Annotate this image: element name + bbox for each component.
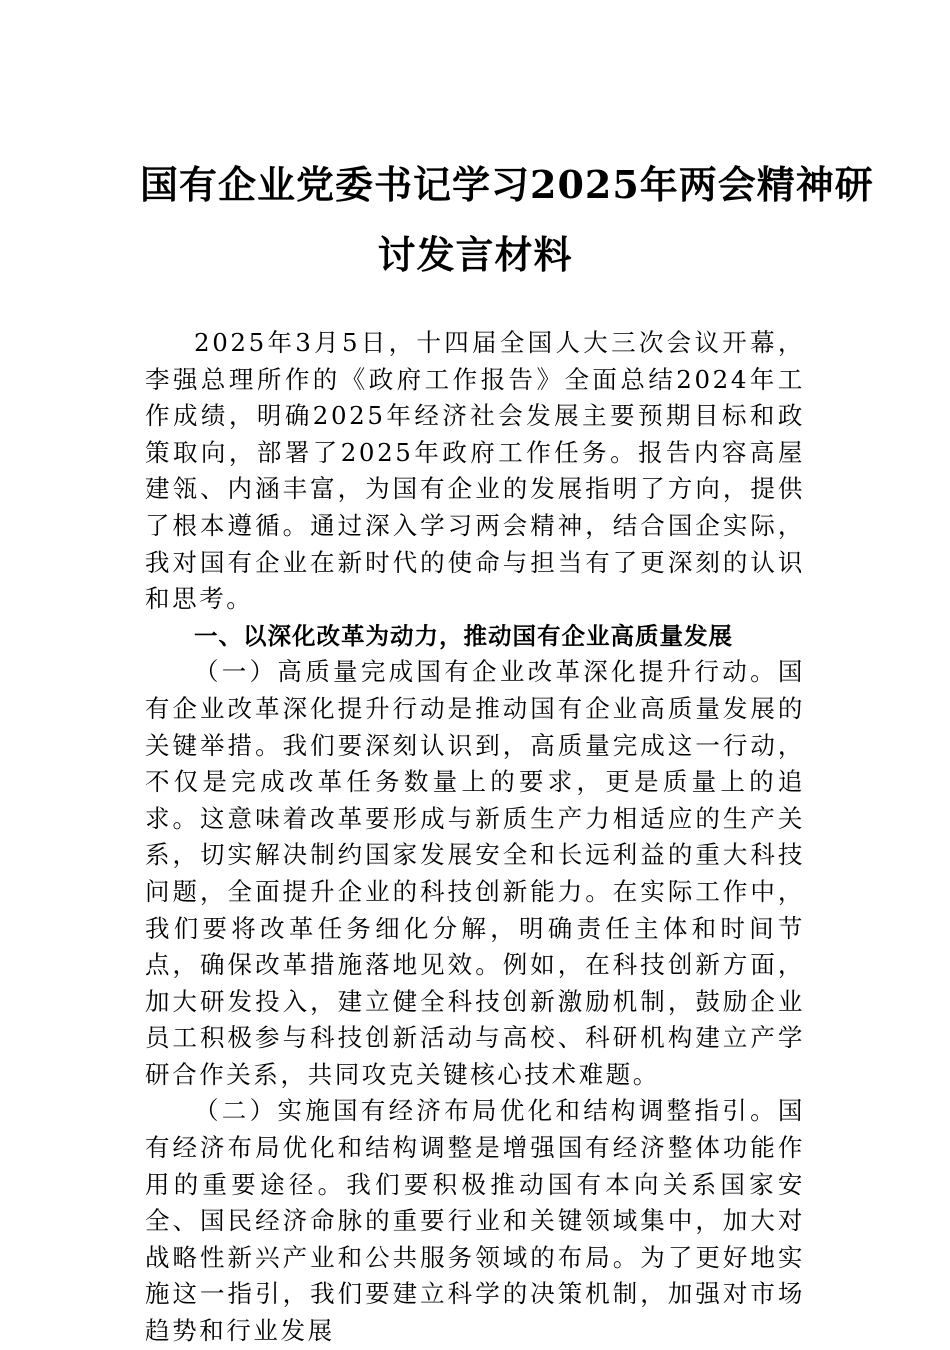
subsection-2-body: 国有经济布局优化和结构调整是增强国有经济整体功能作用的重要途径。我们要积极推动国有本向关系国家安全、国民经济命脉的重要行业和关键领域集中，加大对战略性新兴产业和公共服务领域的布局。为了更好地实施这一指引，我们要建立科学的决策机制，加强对市场趋势和行业发展	[145, 1096, 805, 1346]
subsection-1-body: 国有企业改革深化提升行动是推动国有企业高质量发展的关键举措。我们要深刻认识到，高质量完成这一行动，不仅是完成改革任务数量上的要求，更是质量上的追求。这意味着改革要形成与新质生产力相适应的生产关系，切实解决制约国家发展安全和长远利益的重大科技问题，全面提升企业的科技创新能力。在实际工作中，我们要将改革任务细化分解，明确责任主体和时间节点，确保改革措施落地见效。例如，在科技创新方面，加大研发投入，建立健全科技创新激励机制，鼓励企业员工积极参与科技创新活动与高校、科研机构建立产学研合作关系，共同攻克关键核心技术难题。	[145, 657, 805, 1089]
title-line-1: 国有企业党委书记学习2025年两会精神研	[140, 162, 874, 207]
document-body	[145, 325, 805, 1350]
subsection-2-title: （二）实施国有经济布局优化和结构调整指引。	[194, 1096, 778, 1126]
intro-paragraph: 2025年3月5日，十四届全国人大三次会议开幕，李强总理所作的《政府工作报告》全面总结2024年工作成绩，明确2025年经济社会发展主要预期目标和政策取向，部署了2025年政府工作任务。报告内容高屋建瓴、内涵丰富，为国有企业的发展指明了方向，提供了根本遵循。通过深入学习两会精神，结合国企实际，我对国有企业在新时代的使命与担当有了更深刻的认识和思考。	[145, 328, 805, 614]
subsection-1-paragraph	[145, 654, 805, 1093]
title-line-2: 讨发言材料	[377, 232, 573, 277]
subsection-1-title: （一）高质量完成国有企业改革深化提升行动。	[194, 657, 778, 687]
section-1-heading: 一、以深化改革为动力，推动国有企业高质量发展	[194, 621, 733, 650]
subsection-2-paragraph	[145, 1093, 805, 1349]
document-title	[140, 150, 874, 290]
